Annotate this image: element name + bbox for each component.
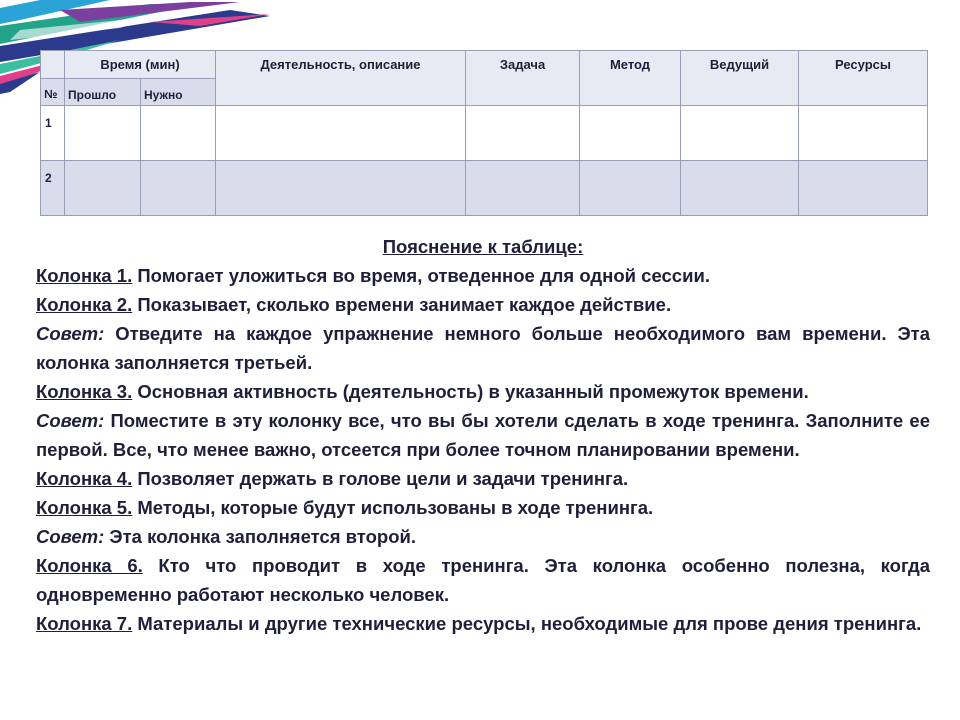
row-number: 2	[41, 161, 65, 216]
header-task: Задача	[466, 51, 580, 106]
note-column-6	[36, 551, 930, 609]
header-needed: Нужно	[141, 79, 216, 106]
table-cell	[681, 161, 799, 216]
header-resources: Ресурсы	[799, 51, 928, 106]
table-cell	[681, 106, 799, 161]
note-text: Эта колонка заполняется второй.	[104, 526, 417, 547]
note-label: Колонка 1.	[36, 265, 133, 286]
table-cell	[580, 161, 681, 216]
note-text: Помогает уложиться во время, отведенное для одной сессии.	[132, 265, 710, 286]
table-cell	[799, 106, 928, 161]
note-text: Показывает, сколько времени занимает каждое действие.	[132, 294, 672, 315]
table-cell	[65, 161, 141, 216]
tip-label: Совет:	[36, 410, 105, 431]
table-cell	[580, 106, 681, 161]
header-passed: Прошло	[65, 79, 141, 106]
table-cell	[216, 161, 466, 216]
table-cell	[216, 106, 466, 161]
note-tip	[36, 319, 930, 377]
note-text: Отведите на каждое упражнение немного больше необходимого вам времени. Эта колонка заполняется третьей.	[36, 323, 930, 373]
table-cell	[141, 106, 216, 161]
header-time: Время (мин)	[65, 51, 216, 79]
note-column-4	[36, 464, 930, 493]
table-row	[41, 161, 928, 216]
note-text: Кто что проводит в ходе тренинга. Эта колонка особенно полезна, когда одновременно работают несколько человек.	[36, 555, 930, 605]
tip-label: Совет:	[36, 526, 105, 547]
note-column-7	[36, 609, 930, 638]
table-cell	[141, 161, 216, 216]
training-plan-table	[40, 50, 928, 216]
header-number-top	[41, 51, 65, 79]
note-text: Основная активность (деятельность) в указанный промежуток времени.	[132, 381, 809, 402]
note-label: Колонка 4.	[36, 468, 133, 489]
tip-label: Совет:	[36, 323, 105, 344]
note-tip	[36, 406, 930, 464]
note-label: Колонка 7.	[36, 613, 133, 634]
table-cell	[466, 106, 580, 161]
header-method: Метод	[580, 51, 681, 106]
note-column-3	[36, 377, 930, 406]
table-cell	[466, 161, 580, 216]
note-text: Методы, которые будут использованы в ходе тренинга.	[132, 497, 654, 518]
table-row	[41, 106, 928, 161]
note-label: Колонка 2.	[36, 294, 133, 315]
header-number: №	[41, 79, 65, 106]
note-label: Колонка 3.	[36, 381, 133, 402]
header-activity: Деятельность, описание	[216, 51, 466, 106]
note-column-2	[36, 290, 930, 319]
table-cell	[799, 161, 928, 216]
explanation-title: Пояснение к таблице:	[382, 236, 584, 257]
note-label: Колонка 6.	[36, 555, 143, 576]
note-text: Позволяет держать в голове цели и задачи тренинга.	[132, 468, 629, 489]
table-cell	[65, 106, 141, 161]
note-text: Материалы и другие технические ресурсы, необходимые для прове дения тренинга.	[132, 613, 922, 634]
table-explanation	[36, 232, 930, 638]
row-number: 1	[41, 106, 65, 161]
note-column-1	[36, 261, 930, 290]
note-text: Поместите в эту колонку все, что вы бы хотели сделать в ходе тренинга. Заполните ее первой. Все, что менее важно, отсеется при более точном планировании времени.	[36, 410, 930, 460]
note-tip	[36, 522, 930, 551]
header-leader: Ведущий	[681, 51, 799, 106]
note-label: Колонка 5.	[36, 497, 133, 518]
note-column-5	[36, 493, 930, 522]
